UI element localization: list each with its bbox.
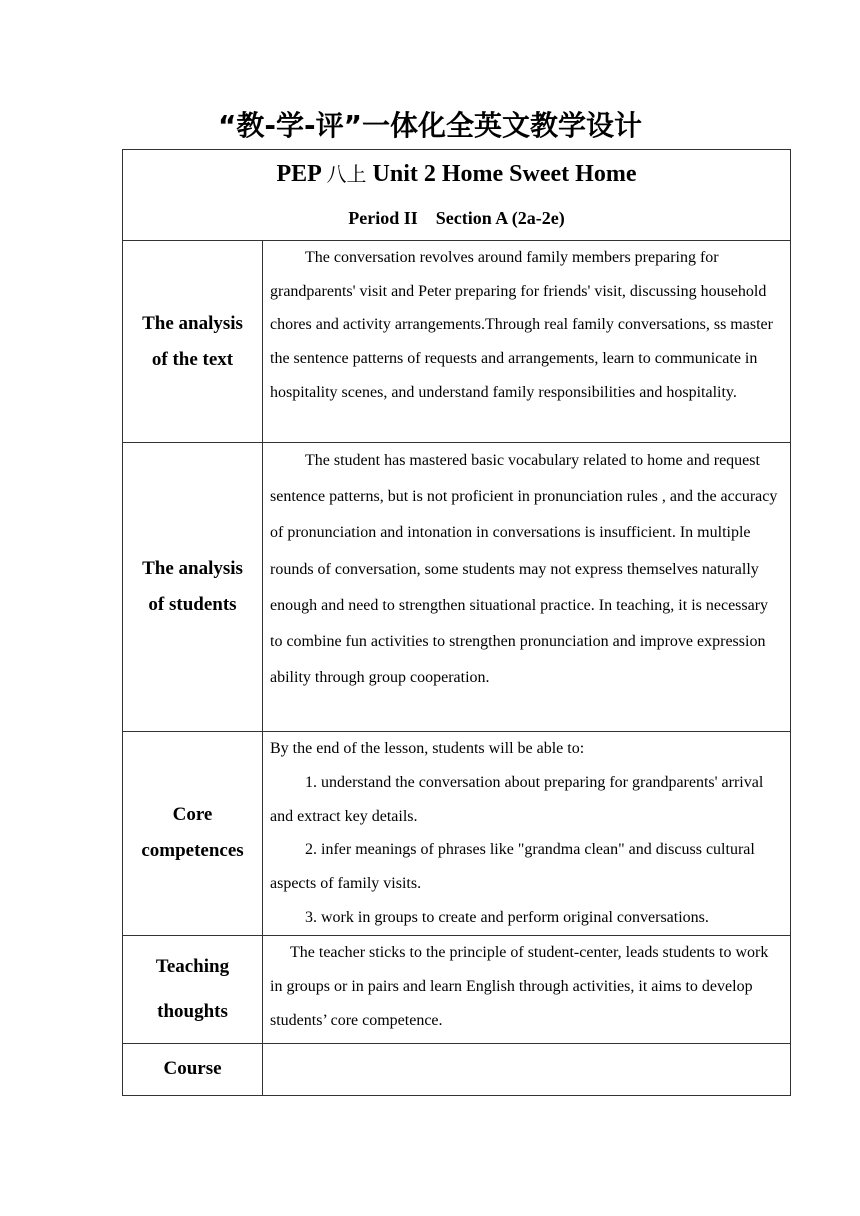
teaching-thoughts-content: The teacher sticks to the principle of student-center, leads students to work in groups or in pairs and learn English through activities, it aims to develop students’ core competence.: [263, 935, 791, 1043]
header-cell: [123, 150, 791, 241]
unit-grade: 八上: [326, 162, 367, 186]
core-item-3: 3. work in groups to create and perform original conversations.: [305, 908, 709, 926]
text-analysis-label: The analysis of the text: [123, 241, 263, 443]
period-label: Period II: [348, 208, 418, 228]
text-analysis-content: The conversation revolves around family members preparing for grandparents' visit and Peter preparing for friends' visit, discussing household chores and activity arrangements.Through real family conversations, ss master the sentence patterns of requests and arrangements, learn to communicate in hospitality scenes, and understand family responsibilities and hospitality.: [263, 241, 791, 443]
course-row: [123, 1043, 791, 1095]
student-analysis-label: The analysis of students: [123, 443, 263, 732]
unit-heading: [123, 158, 790, 190]
core-competences-row: [123, 732, 791, 936]
header-row: [123, 150, 791, 241]
text-analysis-row: [123, 241, 791, 443]
core-item-1: 1. understand the conversation about preparing for grandparents' arrival and extract key details.: [270, 773, 764, 825]
core-competences-label: Core competences: [123, 732, 263, 936]
document-title: “教-学-评”一体化全英文教学设计: [217, 109, 643, 142]
teaching-thoughts-row: [123, 935, 791, 1043]
course-label: Course: [123, 1043, 263, 1095]
core-competences-content: [263, 732, 791, 936]
core-item-2: 2. infer meanings of phrases like "grandma clean" and discuss cultural aspects of family visits.: [270, 841, 755, 893]
section-label: Section A (2a-2e): [435, 208, 565, 228]
period-heading: [123, 205, 790, 231]
course-content: [263, 1043, 791, 1095]
lesson-plan-table: [122, 149, 791, 1096]
student-analysis-content: The student has mastered basic vocabulary related to home and request sentence patterns, but is not proficient in pronunciation rules , and the accuracy of pronunciation and intonation in conversations is insufficient. In multiple rounds of conversation, some students may not express themselves naturally enough and need to strengthen situational practice. In teaching, it is necessary to combine fun activities to strengthen pronunciation and improve expression ability through group cooperation.: [263, 443, 791, 732]
core-intro: By the end of the lesson, students will be able to:: [270, 740, 585, 757]
student-analysis-row: [123, 443, 791, 732]
unit-prefix: PEP: [276, 161, 321, 187]
teaching-thoughts-label: Teaching thoughts: [123, 935, 263, 1043]
unit-title: Unit 2 Home Sweet Home: [372, 161, 637, 187]
